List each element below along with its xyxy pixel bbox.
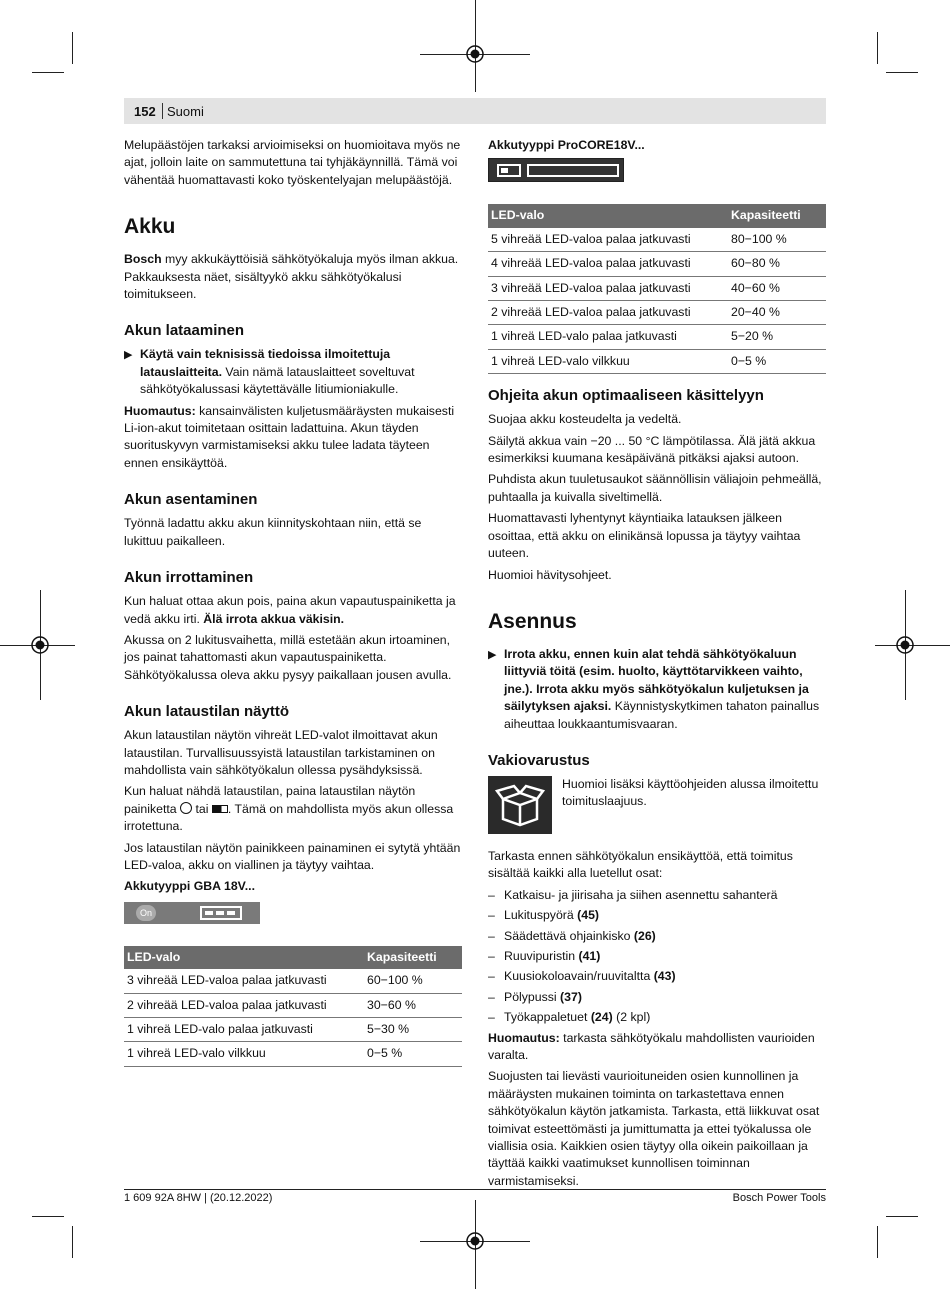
table-row: 5 vihreää LED-valoa palaa jatkuvasti 80−100 %	[488, 228, 826, 252]
list-item: – Katkaisu- ja jiirisaha ja siihen asennettu sahanterä	[488, 887, 778, 902]
section-title-vakio: Vakiovarustus	[488, 751, 590, 769]
registration-mark-icon	[464, 1230, 486, 1252]
section-title-lataaminen: Akun lataaminen	[124, 322, 245, 340]
triangle-bullet-icon: ▶	[124, 349, 133, 362]
table-row: 3 vihreää LED-valoa palaa jatkuvasti 40−60 %	[488, 276, 826, 300]
battery-level-icon	[497, 164, 521, 177]
battery-indicator-gba	[124, 902, 260, 924]
table-row: 2 vihreää LED-valoa palaa jatkuvasti 30−60 %	[124, 993, 462, 1017]
table-row: 3 vihreää LED-valoa palaa jatkuvasti 60−100 %	[124, 969, 462, 993]
irrottaminen-paragraph: Kun haluat ottaa akun pois, paina akun vapautuspainiketta ja vedä akku irti. Älä irrota akkua väkisin.	[124, 594, 456, 626]
delivery-list	[488, 887, 826, 1027]
table-header: Kapasiteetti	[728, 204, 826, 227]
box-icon	[488, 776, 552, 834]
table-row: 1 vihreä LED-valo palaa jatkuvasti 5−30 %	[124, 1018, 462, 1042]
vakio-intro: Tarkasta ennen sähkötyökalun ensikäyttöä, että toimitus sisältää kaikki alla luetellut osat:	[488, 848, 793, 881]
naytto-paragraph-3: Jos lataustilan näytön painikkeen painaminen ei sytytä yhtään LED-valoa, akku on viallinen ja täytyy vaihtaa.	[124, 840, 461, 872]
page-header-bar	[124, 98, 826, 124]
section-title-asennus: Asennus	[488, 609, 577, 633]
list-item: – Kuusiokoloavain/ruuvitaltta (43)	[488, 969, 676, 984]
battery-icon	[200, 906, 242, 920]
note-paragraph: Huomautus: kansainvälisten kuljetusmääräysten mukaisesti Li-ion-akut toimitetaan osittain ladattuina. Akun täyden suorituskyvyn varmistamiseksi akku tulee ladata täyteen ennen ensikäyttöä.	[124, 403, 455, 470]
crop-mark	[886, 1216, 918, 1217]
crop-mark	[877, 32, 878, 64]
ohjeita-paragraph-1: Suojaa akku kosteudelta ja vedeltä.	[488, 412, 682, 427]
led-segments	[527, 164, 619, 177]
list-item: – Lukituspyörä (45)	[488, 908, 600, 923]
section-title-ohjeita: Ohjeita akun optimaaliseen käsittelyyn	[488, 387, 764, 405]
section-title-asentaminen: Akun asentaminen	[124, 491, 258, 509]
crop-mark	[32, 72, 64, 73]
irrottaminen-paragraph-2: Akussa on 2 lukitusvaihetta, millä estetään akun irtoaminen, jos painat tahattomasti akun vapautuspainiketta. Sähkötyökalussa oleva akku pysyy paikallaan jousen avulla.	[124, 632, 452, 682]
right-column	[488, 137, 826, 1194]
procore-capacity-table	[488, 204, 826, 374]
akku-paragraph: Bosch myy akkukäyttöisiä sähkötyökaluja myös ilman akkua. Pakkauksesta näet, sisältyykö akku sähkötyökalusi toimitukseen.	[124, 252, 459, 302]
footer-rule	[124, 1189, 826, 1190]
section-title-naytto: Akun lataustilan näyttö	[124, 703, 290, 721]
delivery-scope-note	[488, 776, 826, 834]
list-item: – Työkappaletuet (24) (2 kpl)	[488, 1010, 651, 1025]
vakio-note: Huomautus: tarkasta sähkötyökalu mahdollisten vaurioiden varalta.	[488, 1030, 815, 1062]
naytto-paragraph-1: Akun lataustilan näytön vihreät LED-valot ilmoittavat akun lataustilan. Turvallisuussyistä lataustilan tarkistaminen on mahdollista vain sähkötyökalun ollessa pysähdyksissä.	[124, 728, 438, 777]
section-title-irrottaminen: Akun irrottaminen	[124, 569, 254, 587]
ohjeita-paragraph-2: Säilytä akkua vain −20 ... 50 °C lämpötilassa. Älä jätä akkua esimerkiksi kuumana kesäpäivänä pitkäksi ajaksi autoon.	[488, 433, 816, 466]
ohjeita-paragraph-5: Huomioi hävitysohjeet.	[488, 567, 612, 582]
left-column	[124, 137, 462, 1067]
brand-name: Bosch	[124, 252, 162, 267]
ohjeita-paragraph-4: Huomattavasti lyhentynyt käyntiaika latauksen jälkeen osoittaa, että akku on elinikänsä lopussa ja täytyy vaihtaa uuteen.	[488, 511, 801, 561]
footer-brand: Bosch Power Tools	[732, 1192, 826, 1204]
registration-mark-icon	[464, 43, 486, 65]
registration-mark-icon	[894, 634, 916, 656]
crop-mark	[72, 32, 73, 64]
intro-paragraph: Melupäästöjen tarkaksi arvioimiseksi on huomioitava myös ne ajat, jolloin laite on sammutettuna tai tyhjäkäynnillä. Tämä voi vähentää huomattavasti koko työskentelyajan melupäästöjä.	[124, 138, 461, 187]
gba-capacity-table	[124, 946, 462, 1067]
battery-icon	[212, 805, 228, 813]
table-header: LED-valo	[124, 946, 364, 969]
table-row: 1 vihreä LED-valo vilkkuu 0−5 %	[488, 349, 826, 373]
page-language: Suomi	[167, 104, 204, 119]
warning-item: ▶ Käytä vain teknisissä tiedoissa ilmoitettuja latauslaitteita. Vain nämä latauslaitteet soveltuvat sähkötyökalussasi käytettävälle litiumioniakulle.	[124, 347, 415, 397]
crop-mark	[32, 1216, 64, 1217]
footer-doc-number: 1 609 92A 8HW | (20.12.2022)	[124, 1192, 273, 1204]
warning-item: ▶ Irrota akku, ennen kuin alat tehdä sähkötyökaluun liittyviä töitä (esim. huolto, käyttötarvikkeen vaihto, jne.). Irrota akku myös sähkötyökalun kuljetuksen ja säilytyksen ajaksi. Käynnistyskytkimen tahaton painallus aiheuttaa loukkaantumisvaaran.	[488, 646, 820, 731]
battery-type-procore: Akkutyyppi ProCORE18V...	[488, 138, 645, 152]
table-row: 1 vihreä LED-valo palaa jatkuvasti 5−20 %	[488, 325, 826, 349]
on-button: On	[136, 905, 156, 921]
crop-mark	[877, 1226, 878, 1258]
ohjeita-paragraph-3: Puhdista akun tuuletusaukot säännöllisin väliajoin pehmeällä, puhtaalla ja kuivalla siveltimellä.	[488, 472, 822, 504]
list-item: – Ruuvipuristin (41)	[488, 948, 601, 963]
box-note-text: Huomioi lisäksi käyttöohjeiden alussa ilmoitettu toimituslaajuus.	[562, 776, 819, 809]
page-number: 152	[134, 104, 156, 119]
table-header: LED-valo	[488, 204, 728, 227]
table-row: 2 vihreää LED-valoa palaa jatkuvasti 20−40 %	[488, 301, 826, 325]
battery-indicator-procore	[488, 158, 624, 182]
list-item: – Säädettävä ohjainkisko (26)	[488, 928, 656, 943]
registration-mark-icon	[29, 634, 51, 656]
section-title-akku: Akku	[124, 215, 176, 239]
crop-mark	[72, 1226, 73, 1258]
table-row: 1 vihreä LED-valo vilkkuu 0−5 %	[124, 1042, 462, 1066]
crop-mark	[886, 72, 918, 73]
triangle-bullet-icon: ▶	[488, 648, 497, 661]
on-button-icon	[180, 802, 192, 814]
header-divider	[162, 103, 163, 119]
vakio-last-paragraph: Suojusten tai lievästi vaurioituneiden osien kunnollinen ja määräysten mukainen toiminta on tarkastettava ennen sähkötyökalun käytön jatkamista. Tarkasta, että liikkuvat osat toimivat esteettömästi ja jumittumatta ja ettei työkalussa ole viallisia osia. Kaikkien osien täytyy olla oikein paikoillaan ja täyttää kaikki vaatimukset kunnollisen toiminnan varmistamiseksi.	[488, 1069, 820, 1188]
battery-type-gba: Akkutyyppi GBA 18V...	[124, 879, 255, 894]
table-header: Kapasiteetti	[364, 946, 462, 969]
naytto-paragraph-2: Kun haluat nähdä lataustilan, paina lataustilan näytön painiketta tai . Tämä on mahdollista myös akun ollessa irrotettuna.	[124, 784, 454, 834]
asentaminen-paragraph: Työnnä ladattu akku akun kiinnityskohtaan niin, että se lukittuu paikalleen.	[124, 516, 422, 548]
list-item: – Pölypussi (37)	[488, 989, 582, 1004]
table-row: 4 vihreää LED-valoa palaa jatkuvasti 60−80 %	[488, 252, 826, 276]
